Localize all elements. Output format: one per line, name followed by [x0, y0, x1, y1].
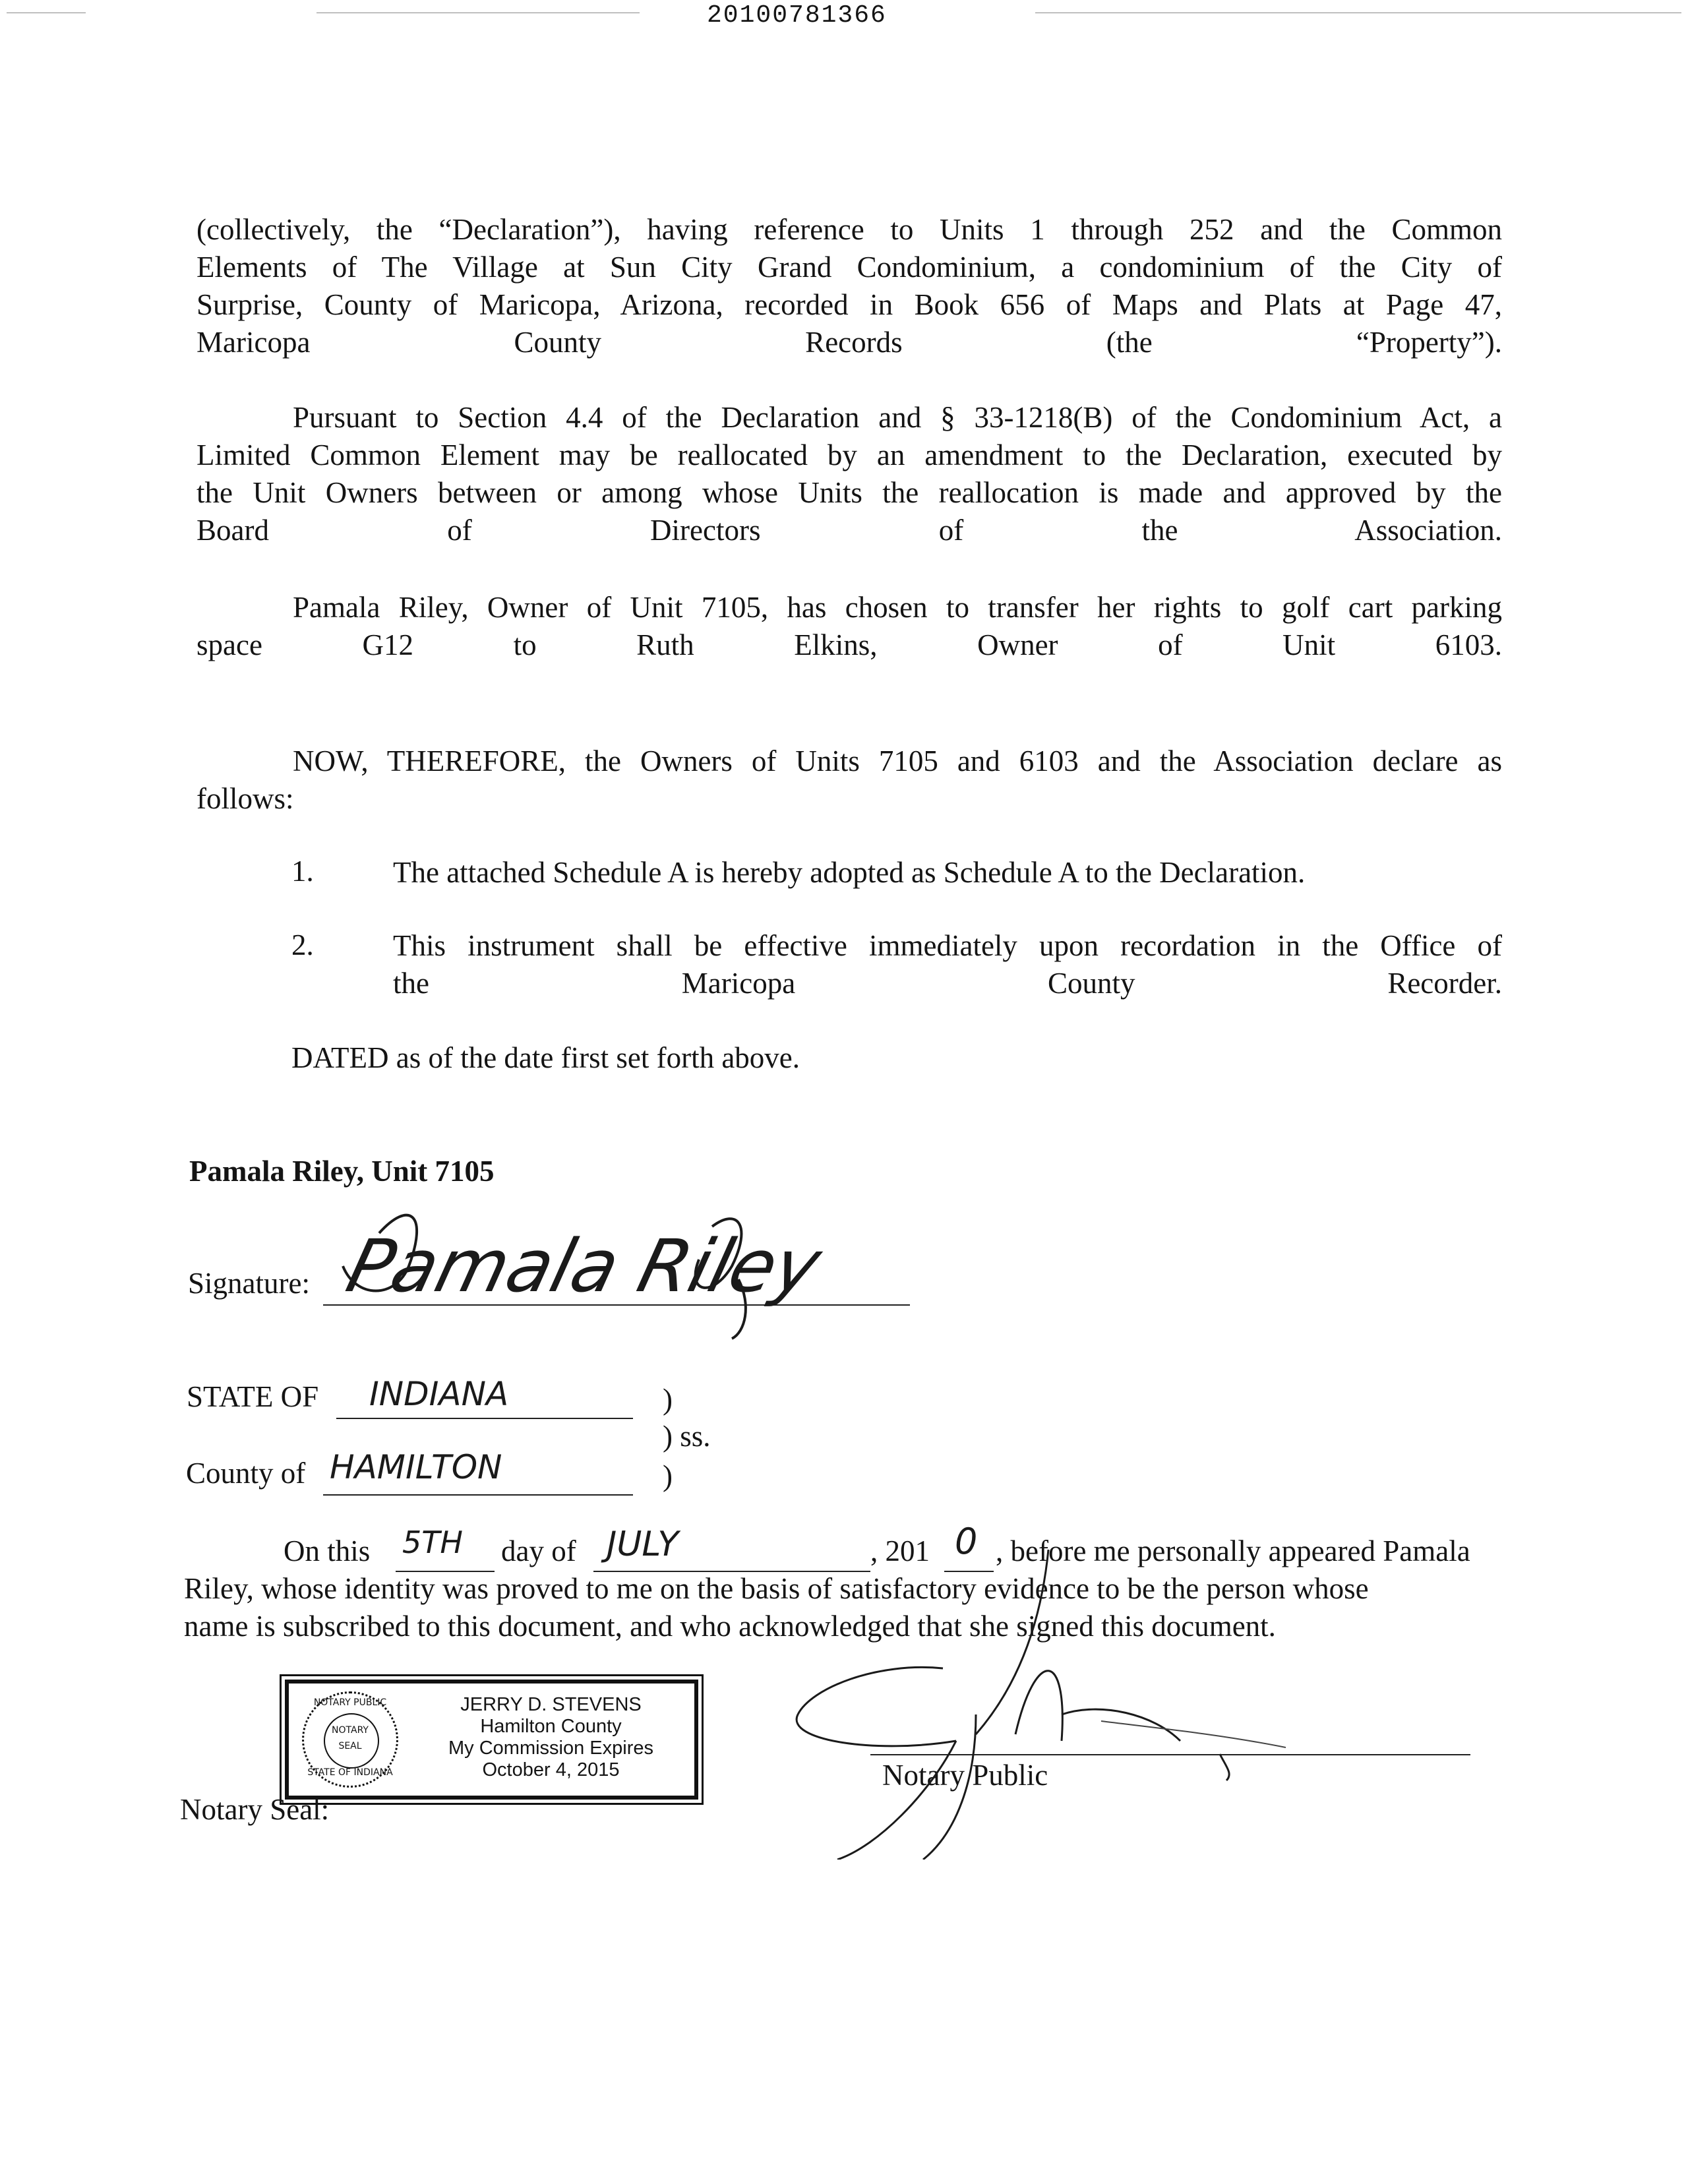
signer-heading: Pamala Riley, Unit 7105	[189, 1155, 495, 1188]
paragraph-line: Board of Directors of the Association.	[196, 514, 1502, 547]
paragraph-line: This instrument shall be effective immediately upon recordation in the Office of	[393, 929, 1502, 962]
notary-name: JERRY D. STEVENS	[460, 1694, 642, 1715]
paragraph-line: Pamala Riley, Owner of Unit 7105, has chosen to transfer her rights to golf cart parking	[293, 591, 1502, 624]
dated-line: DATED as of the date first set forth above.	[291, 1041, 800, 1074]
paragraph-line: Limited Common Element may be reallocated by an amendment to the Declaration, executed by	[196, 439, 1502, 471]
paragraph-line: space G12 to Ruth Elkins, Owner of Unit 6103.	[196, 628, 1502, 661]
paren: )	[663, 1383, 673, 1416]
state-label: STATE OF	[187, 1380, 319, 1413]
notary-expiration: October 4, 2015	[482, 1759, 620, 1780]
paragraph-transfer	[196, 589, 1502, 664]
paragraph-line: Surprise, County of Maricopa, Arizona, recorded in Book 656 of Maps and Plats at Page 47,	[196, 288, 1502, 321]
paragraph-line: follows:	[196, 782, 294, 815]
notary-signature-icon	[758, 1517, 1286, 1860]
item-text: The attached Schedule A is hereby adopted as Schedule A to the Declaration.	[393, 856, 1306, 889]
state-value: INDIANA	[369, 1375, 509, 1413]
item-number: 1.	[291, 855, 314, 888]
stamp-text	[414, 1694, 688, 1781]
signature-label: Signature:	[188, 1267, 310, 1300]
on-this-label: On this	[284, 1534, 371, 1567]
year-digit: 0	[955, 1521, 978, 1562]
paragraph-line: the Maricopa County Recorder.	[393, 967, 1502, 1000]
paragraph-line: the Unit Owners between or among whose Units the reallocation is made and approved by the	[196, 476, 1502, 509]
state-value-line	[336, 1418, 633, 1419]
paragraph-declaration	[196, 211, 1502, 361]
seal-text: SEAL	[338, 1741, 362, 1751]
signature-handwriting: Pamala Riley	[339, 1224, 829, 1308]
paragraph-line: (collectively, the “Declaration”), having reference to Units 1 through 252 and the Common	[196, 213, 1502, 246]
item-text	[393, 927, 1502, 1002]
item-number: 2.	[291, 928, 314, 961]
signature-flourish	[316, 1187, 910, 1358]
county-label: County of	[186, 1457, 306, 1490]
day-of-label: day of	[501, 1534, 576, 1567]
acknowledgment-line: Riley, whose identity was proved to me on the basis of satisfactory evidence to be the person whose	[184, 1572, 1369, 1605]
paragraph-line: NOW, THEREFORE, the Owners of Units 7105 and 6103 and the Association declare as	[293, 744, 1502, 777]
seal-text: NOTARY PUBLIC	[313, 1697, 387, 1708]
paren: )	[663, 1459, 673, 1492]
notary-public-label: Notary Public	[882, 1759, 1048, 1792]
paragraph-line: Maricopa County Records (the “Property”).	[196, 326, 1502, 359]
paragraph-line: Elements of The Village at Sun City Grand Condominium, a condominium of the City of	[196, 251, 1502, 284]
county-value: HAMILTON	[330, 1448, 502, 1486]
seal-text: STATE OF INDIANA	[307, 1767, 393, 1778]
document-number: 20100781366	[707, 1, 887, 30]
notary-county: Hamilton County	[480, 1716, 622, 1737]
notary-stamp	[285, 1680, 698, 1800]
month-value: JULY	[607, 1525, 679, 1564]
paragraph-pursuant	[196, 399, 1502, 549]
ss-label: ) ss.	[663, 1420, 711, 1453]
acknowledgment-line: , before me personally appeared Pamala	[996, 1534, 1470, 1567]
paragraph-therefore	[196, 743, 1502, 818]
day-value: 5TH	[402, 1525, 463, 1560]
notary-seal-label: Notary Seal:	[180, 1793, 330, 1826]
acknowledgment-line: name is subscribed to this document, and who acknowledged that she signed this document.	[184, 1610, 1276, 1643]
notary-seal-icon	[302, 1691, 398, 1788]
year-prefix: , 201	[870, 1534, 930, 1567]
county-value-line	[323, 1494, 633, 1496]
seal-text: NOTARY	[332, 1725, 369, 1736]
notary-commission: My Commission Expires	[448, 1738, 653, 1759]
paragraph-line: Pursuant to Section 4.4 of the Declaration and § 33-1218(B) of the Condominium Act, a	[293, 401, 1502, 434]
